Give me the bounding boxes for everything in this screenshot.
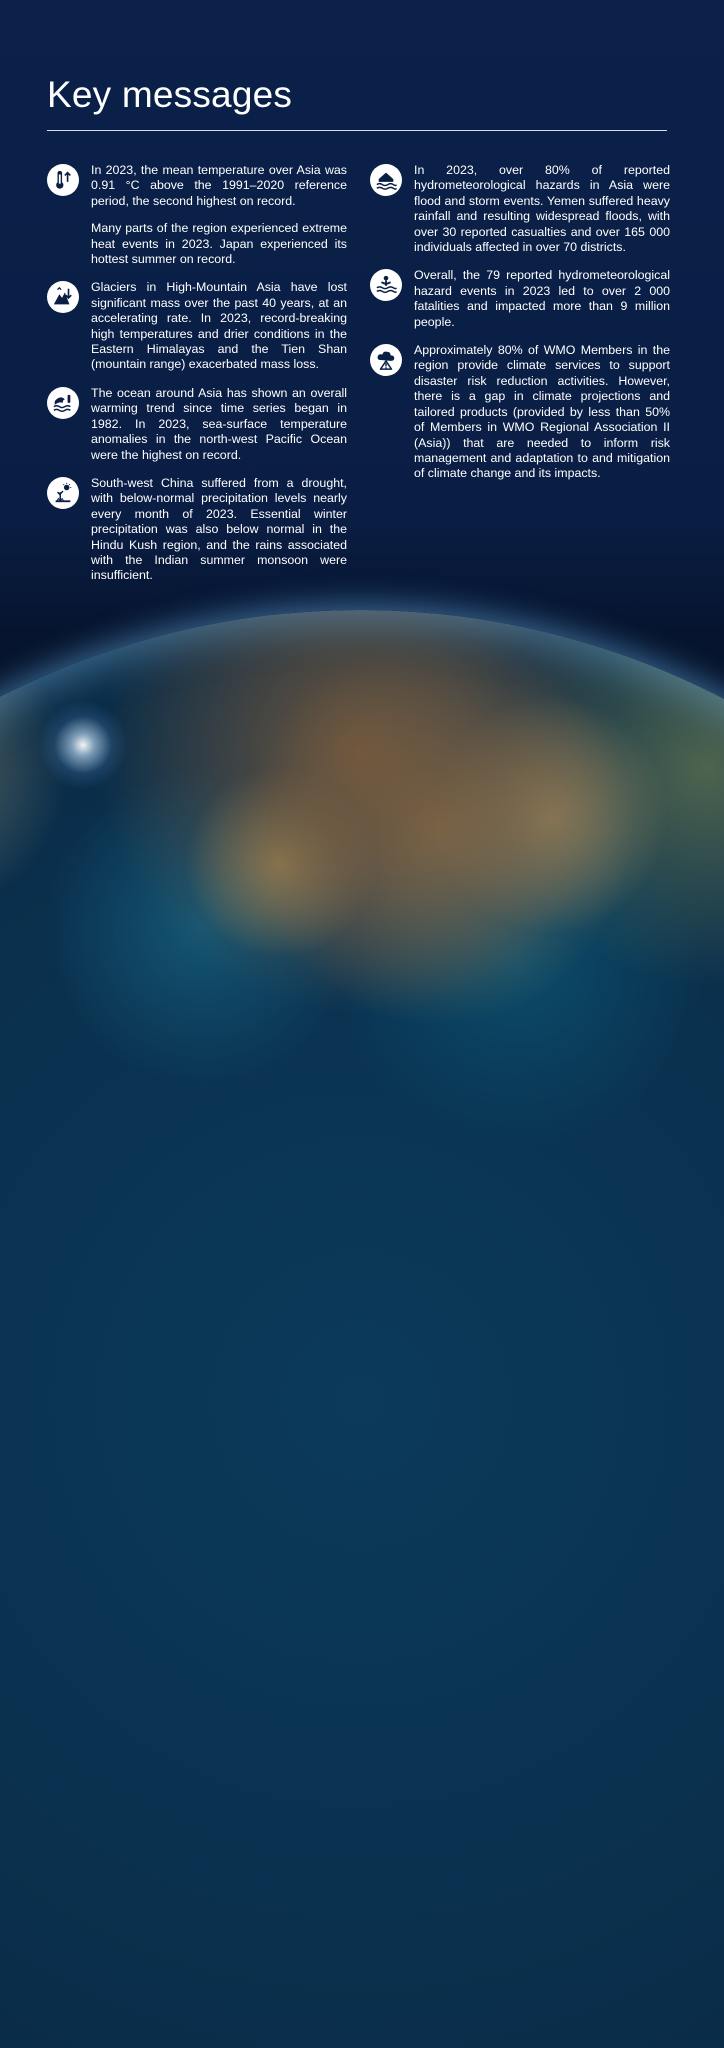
message-text <box>414 268 670 330</box>
message-paragraph: The ocean around Asia has shown an overall warming trend since time series began in 1982. In 2023, sea-surface temperature anomalies in the north-west Pacific Ocean were the highest on record. <box>91 385 347 462</box>
key-message-ocean <box>47 386 347 463</box>
message-text <box>91 386 347 463</box>
message-text <box>91 163 347 267</box>
ocean-warming-icon <box>47 387 79 419</box>
person-in-flood-icon <box>370 269 402 301</box>
right-column <box>370 163 670 495</box>
message-text <box>414 163 670 255</box>
message-paragraph: In 2023, over 80% of reported hydrometeorological hazards in Asia were flood and storm events. Yemen suffered heavy rainfall and resulting widespread floods, with over 30 reported casualties and over 165 000 individuals affected in over 70 districts. <box>414 163 670 255</box>
message-paragraph: Overall, the 79 reported hydrometeorological hazard events in 2023 led to over 2 000 fatalities and impacted more than 9 million people. <box>414 268 670 329</box>
flood-house-icon <box>370 164 402 196</box>
message-paragraph: South-west China suffered from a drought, with below-normal precipitation levels nearly every month of 2023. Essential winter precipitation was also below normal in the Hindu Kush region, and the rains associated with the Indian summer monsoon were insufficient. <box>91 475 347 583</box>
page-title: Key messages <box>47 74 293 115</box>
message-text <box>91 280 347 372</box>
storm-warning-icon <box>370 344 402 376</box>
thermometer-icon <box>47 164 79 196</box>
earth-globe-image <box>0 610 724 2048</box>
left-column <box>47 163 347 597</box>
message-paragraph: Glaciers in High-Mountain Asia have lost significant mass over the past 40 years, at an accelerating rate. In 2023, record-breaking high temperatures and drier conditions in the Eastern Himalayas and the Tien Shan (mountain range) exacerbated mass loss. <box>91 280 347 372</box>
key-message-glaciers <box>47 280 347 372</box>
key-message-floods <box>370 163 670 255</box>
message-paragraph: Approximately 80% of WMO Members in the region provide climate services to support disaster risk reduction activities. However, there is a gap in climate projections and tailored products (provided by less than 50% of Members in WMO Regional Association II (Asia)) that are needed to inform risk management and adaptation to and mitigation of climate change and its impacts. <box>414 343 670 481</box>
drought-icon <box>47 477 79 509</box>
key-message-impacts <box>370 268 670 330</box>
message-text <box>91 476 347 584</box>
glacier-loss-icon <box>47 281 79 313</box>
sun-flare <box>38 700 128 790</box>
title-divider <box>47 130 667 131</box>
key-message-temperature <box>47 163 347 267</box>
message-paragraph: In 2023, the mean temperature over Asia was 0.91 °C above the 1991–2020 reference period, the second highest on record. <box>91 163 347 208</box>
message-text <box>414 343 670 482</box>
key-message-drought <box>47 476 347 584</box>
message-paragraph: Many parts of the region experienced extreme heat events in 2023. Japan experienced its hottest summer on record. <box>91 221 347 267</box>
key-message-climate-services <box>370 343 670 482</box>
